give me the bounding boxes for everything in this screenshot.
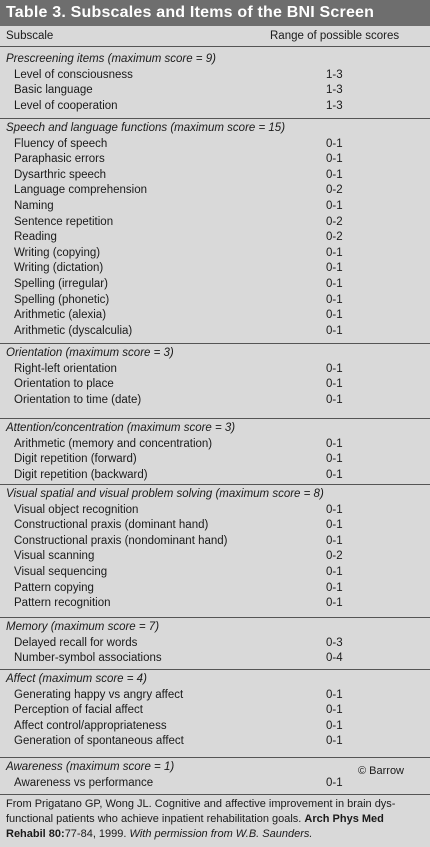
table-row	[0, 230, 430, 246]
item-range: 0-1	[326, 362, 343, 375]
column-header-row	[0, 26, 430, 47]
item-range: 0-1	[326, 168, 343, 181]
table-row	[0, 468, 430, 484]
footnote-permission: With permission from W.B. Saunders.	[129, 828, 313, 840]
table-row	[0, 68, 430, 84]
section-title: Attention/concentration (maximum score = 3)	[6, 422, 236, 434]
item-range: 0-1	[326, 437, 343, 450]
item-name: Visual object recognition	[14, 503, 139, 516]
item-range: 0-1	[326, 262, 343, 275]
item-range: 0-4	[326, 652, 343, 665]
table-row	[0, 452, 430, 468]
table-row	[0, 137, 430, 153]
item-name: Sentence repetition	[14, 215, 114, 228]
item-name: Spelling (irregular)	[14, 278, 108, 290]
section-divider	[0, 418, 430, 419]
table-row	[0, 565, 430, 581]
section-divider	[0, 757, 430, 758]
item-name: Affect control/appropriateness	[14, 719, 167, 732]
item-range: 0-1	[326, 719, 343, 732]
table-row	[0, 168, 430, 184]
footnote-citation: From Prigatano GP, Wong JL. Cognitive and affective improvement in brain dys-functional patients who achieve inpatient rehabilitation goals.	[6, 798, 396, 825]
item-range: 0-1	[326, 153, 343, 166]
item-range: 0-3	[326, 636, 343, 649]
section-divider	[0, 343, 430, 344]
item-range: 0-1	[326, 393, 343, 406]
table-row	[0, 261, 430, 277]
table-row	[0, 518, 430, 534]
section-divider	[0, 669, 430, 670]
item-name: Language comprehension	[14, 184, 147, 197]
table-row	[0, 776, 430, 792]
table-row	[0, 688, 430, 704]
item-name: Orientation to place	[14, 378, 114, 391]
copyright-watermark: © Barrow	[358, 765, 405, 777]
column-header-subscale: Subscale	[6, 30, 54, 42]
item-range: 0-1	[326, 534, 343, 547]
item-range: 0-1	[326, 566, 343, 578]
item-name: Level of cooperation	[14, 99, 118, 112]
item-range: 0-2	[326, 231, 343, 244]
item-range: 0-1	[326, 137, 343, 150]
table-row	[0, 636, 430, 652]
table-row	[0, 308, 430, 324]
item-name: Constructional praxis (dominant hand)	[14, 519, 209, 532]
item-name: Level of consciousness	[14, 68, 133, 81]
item-range: 0-2	[326, 184, 343, 197]
item-range: 1-3	[326, 84, 343, 97]
item-name: Right-left orientation	[14, 362, 117, 375]
item-name: Pattern copying	[14, 581, 94, 594]
section-divider	[0, 617, 430, 618]
item-range: 0-1	[326, 776, 343, 789]
item-name: Pattern recognition	[14, 597, 111, 610]
footer-divider	[0, 794, 430, 795]
table-row	[0, 199, 430, 215]
table-row	[0, 503, 430, 519]
section-divider	[0, 484, 430, 485]
item-name: Generating happy vs angry affect	[14, 688, 184, 701]
item-range: 0-2	[326, 550, 343, 563]
table-row	[0, 703, 430, 719]
section-title: Orientation (maximum score = 3)	[6, 347, 174, 359]
table-row	[0, 581, 430, 597]
item-name: Orientation to time (date)	[14, 393, 142, 406]
item-range: 0-1	[326, 735, 343, 748]
item-range: 0-1	[326, 688, 343, 701]
section-title: Visual spatial and visual problem solving (maximum score = 8)	[6, 488, 324, 500]
item-name: Arithmetic (alexia)	[14, 309, 107, 322]
table-row	[0, 83, 430, 99]
item-name: Visual sequencing	[14, 566, 108, 578]
item-name: Naming	[14, 200, 54, 212]
item-name: Paraphasic errors	[14, 153, 105, 166]
section-title: Speech and language functions (maximum score = 15)	[6, 122, 286, 134]
table-row	[0, 293, 430, 309]
item-range: 0-1	[326, 597, 343, 610]
item-name: Visual scanning	[14, 550, 95, 563]
item-range: 0-1	[326, 519, 343, 532]
item-name: Writing (dictation)	[14, 262, 104, 275]
item-name: Awareness vs performance	[14, 776, 154, 789]
item-range: 0-1	[326, 468, 343, 481]
item-name: Generation of spontaneous affect	[14, 735, 184, 748]
table-row	[0, 596, 430, 612]
table-row	[0, 246, 430, 262]
table-row	[0, 215, 430, 231]
table-row	[0, 99, 430, 115]
table-row	[0, 324, 430, 340]
item-range: 0-1	[326, 200, 343, 212]
item-range: 0-1	[326, 293, 343, 306]
table-row	[0, 734, 430, 750]
item-range: 0-1	[326, 453, 343, 466]
item-range: 0-1	[326, 278, 343, 290]
table-row	[0, 393, 430, 409]
section-title: Prescreening items (maximum score = 9)	[6, 53, 216, 65]
table-title: Table 3. Subscales and Items of the BNI Screen	[0, 0, 430, 26]
footnote-pages: 77-84, 1999.	[64, 828, 130, 840]
table-row	[0, 719, 430, 735]
item-name: Fluency of speech	[14, 137, 108, 150]
footnote-journal: Arch Phys Med Rehabil 80:	[6, 813, 384, 840]
item-range: 0-1	[326, 704, 343, 717]
item-name: Arithmetic (dyscalculia)	[14, 324, 133, 337]
item-range: 0-2	[326, 215, 343, 228]
table-row	[0, 534, 430, 550]
item-name: Arithmetic (memory and concentration)	[14, 437, 213, 450]
item-name: Number-symbol associations	[14, 652, 162, 665]
table-row	[0, 437, 430, 453]
item-range: 0-1	[326, 581, 343, 594]
section-title: Memory (maximum score = 7)	[6, 621, 160, 633]
section-title: Awareness (maximum score = 1)	[6, 761, 175, 773]
section-title: Affect (maximum score = 4)	[6, 673, 147, 685]
item-name: Basic language	[14, 84, 93, 97]
table-row	[0, 377, 430, 393]
item-name: Constructional praxis (nondominant hand)	[14, 534, 228, 547]
item-range: 0-1	[326, 246, 343, 259]
table-row	[0, 651, 430, 667]
item-name: Perception of facial affect	[14, 704, 143, 717]
section-divider	[0, 118, 430, 119]
item-name: Writing (copying)	[14, 246, 101, 259]
item-range: 0-1	[326, 309, 343, 322]
table-row	[0, 549, 430, 565]
item-range: 0-1	[326, 503, 343, 516]
item-name: Digit repetition (backward)	[14, 468, 148, 481]
item-name: Digit repetition (forward)	[14, 453, 137, 466]
item-name: Reading	[14, 231, 57, 244]
item-range: 0-1	[326, 378, 343, 391]
item-range: 1-3	[326, 99, 343, 112]
item-range: 0-1	[326, 324, 343, 337]
table-row	[0, 183, 430, 199]
item-name: Spelling (phonetic)	[14, 293, 110, 306]
item-name: Delayed recall for words	[14, 636, 138, 649]
table-row	[0, 277, 430, 293]
column-header-range: Range of possible scores	[270, 30, 400, 42]
item-range: 1-3	[326, 68, 343, 81]
table-row	[0, 362, 430, 378]
table-footnote	[6, 797, 426, 842]
table-row	[0, 152, 430, 168]
item-name: Dysarthric speech	[14, 168, 107, 181]
